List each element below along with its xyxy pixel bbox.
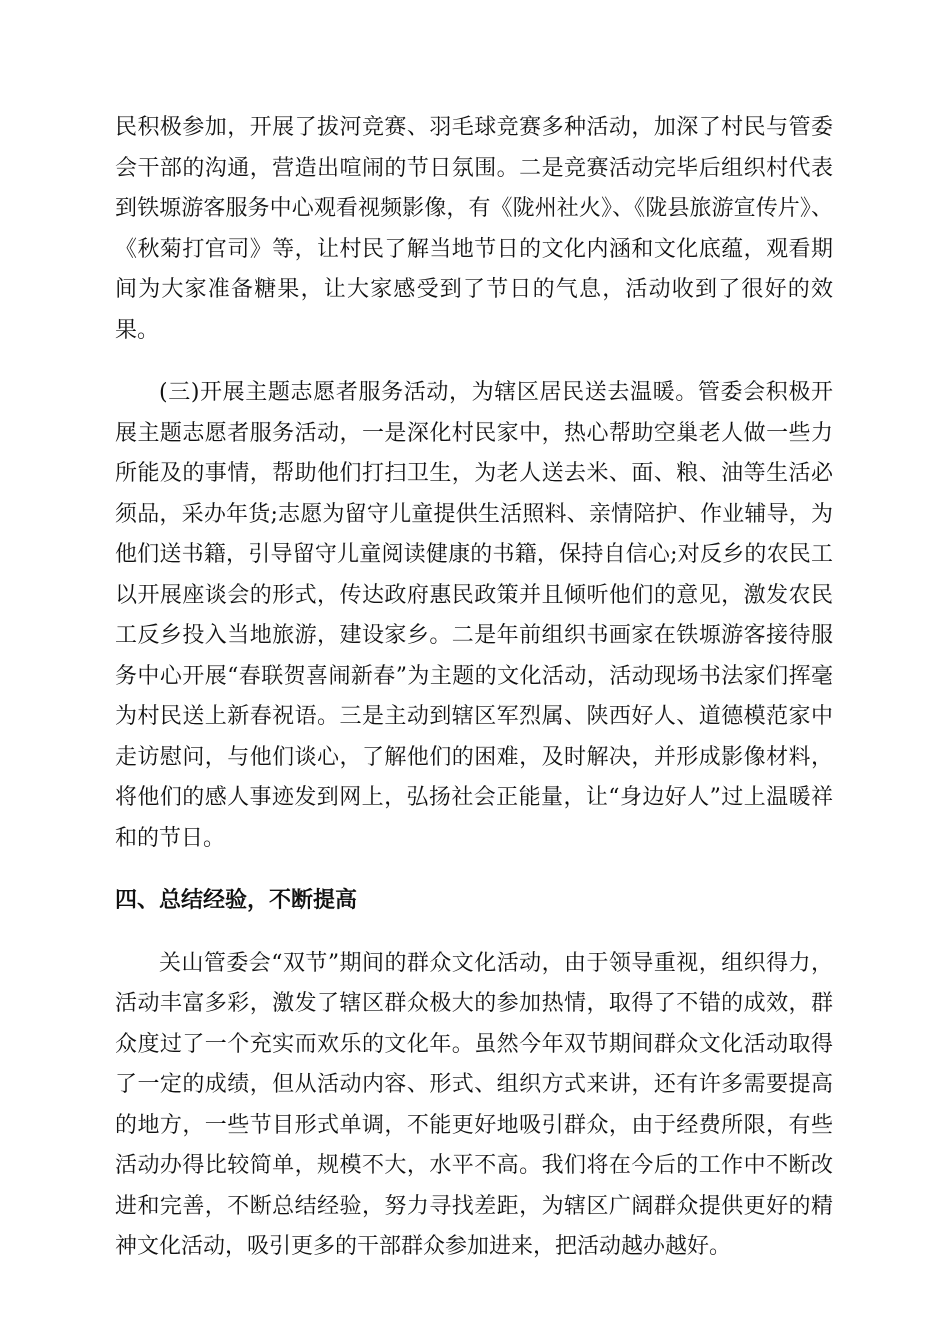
paragraph-volunteer-service: (三)开展主题志愿者服务活动，为辖区居民送去温暖。管委会积极开展主题志愿者服务活动，一是深化村民家中，热心帮助空巢老人做一些力所能及的事情，帮助他们打扫卫生，为老人送去米、面、粮、油等生活必须品，采办年货;志愿为留守儿童提供生活照料、亲情陪护、作业辅导，为他们送书籍，引导留守儿童阅读健康的书籍，保持自信心;对反乡的农民工以开展座谈会的形式，传达政府惠民政策并且倾听他们的意见，激发农民工反乡投入当地旅游，建设家乡。二是年前组织书画家在铁塬游客接待服务中心开展“春联贺喜闹新春”为主题的文化活动，活动现场书法家们挥毫为村民送上新春祝语。三是主动到辖区军烈属、陕西好人、道德模范家中走访慰问，与他们谈心，了解他们的困难，及时解决，并形成影像材料，将他们的感人事迹发到网上，弘扬社会正能量，让“身边好人”过上温暖祥和的节日。 bbox=[115, 380, 833, 851]
document-page bbox=[115, 108, 833, 1290]
paragraph-continued: 民积极参加，开展了拔河竞赛、羽毛球竞赛多种活动，加深了村民与管委会干部的沟通，营造出喧闹的节日氛围。二是竞赛活动完毕后组织村代表到铁塬游客服务中心观看视频影像，有《陇州社火》、《陇县旅游宣传片》、《秋菊打官司》等，让村民了解当地节日的文化内涵和文化底蕴，观看期间为大家准备糖果，让大家感受到了节日的气息，活动收到了很好的效果。 bbox=[115, 115, 833, 343]
section-heading: 四、总结经验，不断提高 bbox=[115, 888, 358, 913]
paragraph-summary: 关山管委会“双节”期间的群众文化活动，由于领导重视，组织得力，活动丰富多彩，激发了辖区群众极大的参加热情，取得了不错的成效，群众度过了一个充实而欢乐的文化年。虽然今年双节期间群众文化活动取得了一定的成绩，但从活动内容、形式、组织方式来讲，还有许多需要提高的地方，一些节目形式单调，不能更好地吸引群众，由于经费所限，有些活动办得比较简单，规模不大，水平不高。我们将在今后的工作中不断改进和完善，不断总结经验，努力寻找差距，为辖区广阔群众提供更好的精神文化活动，吸引更多的干部群众参加进来，把活动越办越好。 bbox=[115, 950, 833, 1259]
